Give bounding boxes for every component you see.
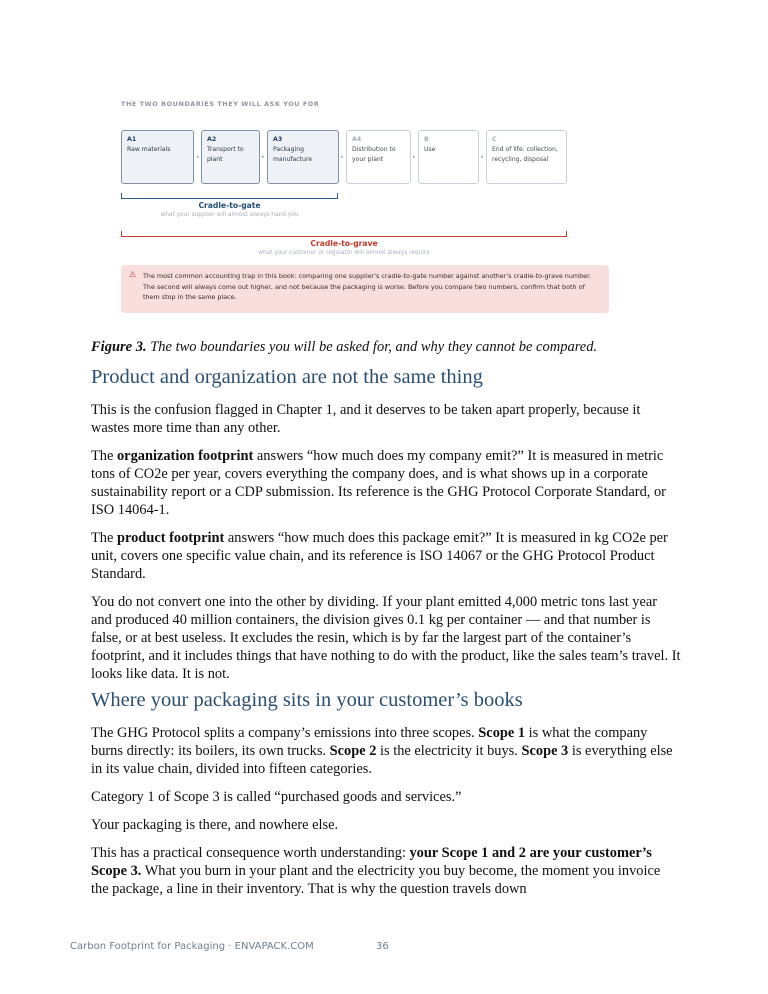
text-run: This has a practical consequence worth understanding: <box>91 845 410 861</box>
stage-code: C <box>492 136 497 143</box>
paragraph-scopes <box>91 724 681 778</box>
arrow-icon: ▸ <box>197 154 200 160</box>
stage-code: A1 <box>127 136 137 143</box>
text-run: The <box>91 448 117 464</box>
stage-a2 <box>201 130 260 184</box>
stage-label: Distribution to your plant <box>352 146 396 163</box>
paragraph-organization-footprint <box>91 447 681 519</box>
cradle-to-grave-title: Cradle-to-grave <box>310 239 378 248</box>
text-run: is everything else in its value chain, divided into fifteen categories. <box>91 743 673 777</box>
paragraph: Category 1 of Scope 3 is called “purchased goods and services.” <box>91 789 462 805</box>
arrow-icon: ▸ <box>481 154 484 160</box>
stage-label: End of life: collection, recycling, disposal <box>492 146 558 163</box>
footer-title: Carbon Footprint for Packaging · ENVAPACK.COM <box>70 941 314 952</box>
stage-a3 <box>267 130 339 184</box>
stage-code: A2 <box>207 136 217 143</box>
bold-term: Scope 1 <box>478 725 526 741</box>
text-run: is what the company burns directly: its boilers, its own trucks. <box>91 725 648 759</box>
arrow-icon: ▸ <box>341 154 344 160</box>
stage-b <box>418 130 479 184</box>
stage-code: A4 <box>352 136 362 143</box>
stage-code: A3 <box>273 136 283 143</box>
cradle-to-grave-subtitle: what your customer or regulator will almost always require <box>258 250 430 256</box>
stage-label: Packaging manufacture <box>273 146 312 163</box>
cradle-to-grave-bracket <box>121 231 567 237</box>
bold-term: Scope 2 <box>329 743 377 759</box>
text-run: answers “how much does my company emit?” It is measured in metric tons of CO2e per year, covers everything the company does, and is what shows up in a corporate sustainability report or a CDP submission. Its reference is the GHG Protocol Corporate Standard, or ISO 14064-1. <box>91 448 666 518</box>
cradle-to-gate-subtitle: what your supplier will almost always hand you <box>160 212 299 218</box>
figure-caption <box>91 339 691 356</box>
paragraph-consequence <box>91 844 681 898</box>
stage-c <box>486 130 567 184</box>
section-heading-customer-books: Where your packaging sits in your customer’s books <box>91 689 523 711</box>
paragraph: Your packaging is there, and nowhere else. <box>91 817 339 833</box>
caption-label: Figure 3. <box>91 339 147 355</box>
paragraph: This is the confusion flagged in Chapter 1, and it deserves to be taken apart properly, because it wastes more time than any other. <box>91 402 641 436</box>
stage-code: B <box>424 136 429 143</box>
text-run: answers “how much does this package emit?” It is measured in kg CO2e per unit, covers one specific value chain, and its reference is ISO 14067 or the GHG Protocol Product Standard. <box>91 530 668 582</box>
warning-icon: ⚠ <box>129 270 137 279</box>
text-run: What you burn in your plant and the electricity you buy become, the moment you invoice the package, a line in their inventory. That is why the question travels down <box>91 863 661 897</box>
arrow-icon: ▸ <box>262 154 265 160</box>
stage-label: Use <box>424 146 436 153</box>
stage-a1 <box>121 130 194 184</box>
page-number: 36 <box>376 941 389 952</box>
stage-label: Transport to plant <box>207 146 244 163</box>
cradle-to-gate-bracket <box>121 193 338 199</box>
arrow-icon: ▸ <box>413 154 416 160</box>
text-run: The GHG Protocol splits a company’s emissions into three scopes. <box>91 725 479 741</box>
bold-term: organization footprint <box>116 448 254 464</box>
bold-term: Scope 3 <box>521 743 569 759</box>
cradle-to-gate-title: Cradle-to-gate <box>198 201 261 210</box>
paragraph: You do not convert one into the other by dividing. If your plant emitted 4,000 metric tons last year and produced 40 million containers, the division gives 0.1 kg per container — and that number is false, or at best useless. It excludes the resin, which is by far the largest part of the container’s footprint, and it includes things that have nothing to do with the product, like the sales team’s travel. It looks like data. It is not. <box>91 594 681 682</box>
bold-term: your Scope 1 and 2 are your customer’s Scope 3. <box>91 845 652 879</box>
stage-label: Raw materials <box>127 146 171 153</box>
paragraph-product-footprint <box>91 529 681 583</box>
text-run: is the electricity it buys. <box>376 743 522 759</box>
warning-text: The most common accounting trap in this book: comparing one supplier's cradle-to-gate number against another's cradle-to-grave number. The second will always come out higher, and not because the packaging is worse. Before you compare two numbers, confirm that both of them stop in the same place. <box>143 272 592 301</box>
stage-a4 <box>346 130 411 184</box>
caption-text: The two boundaries you will be asked for, and why they cannot be compared. <box>146 339 598 355</box>
warning-callout <box>121 265 609 313</box>
boundaries-figure <box>121 100 592 315</box>
figure-heading: THE TWO BOUNDARIES THEY WILL ASK YOU FOR <box>121 100 320 108</box>
section-heading-product-organization: Product and organization are not the same thing <box>91 366 483 388</box>
bold-term: product footprint <box>116 530 225 546</box>
text-run: The <box>91 530 117 546</box>
